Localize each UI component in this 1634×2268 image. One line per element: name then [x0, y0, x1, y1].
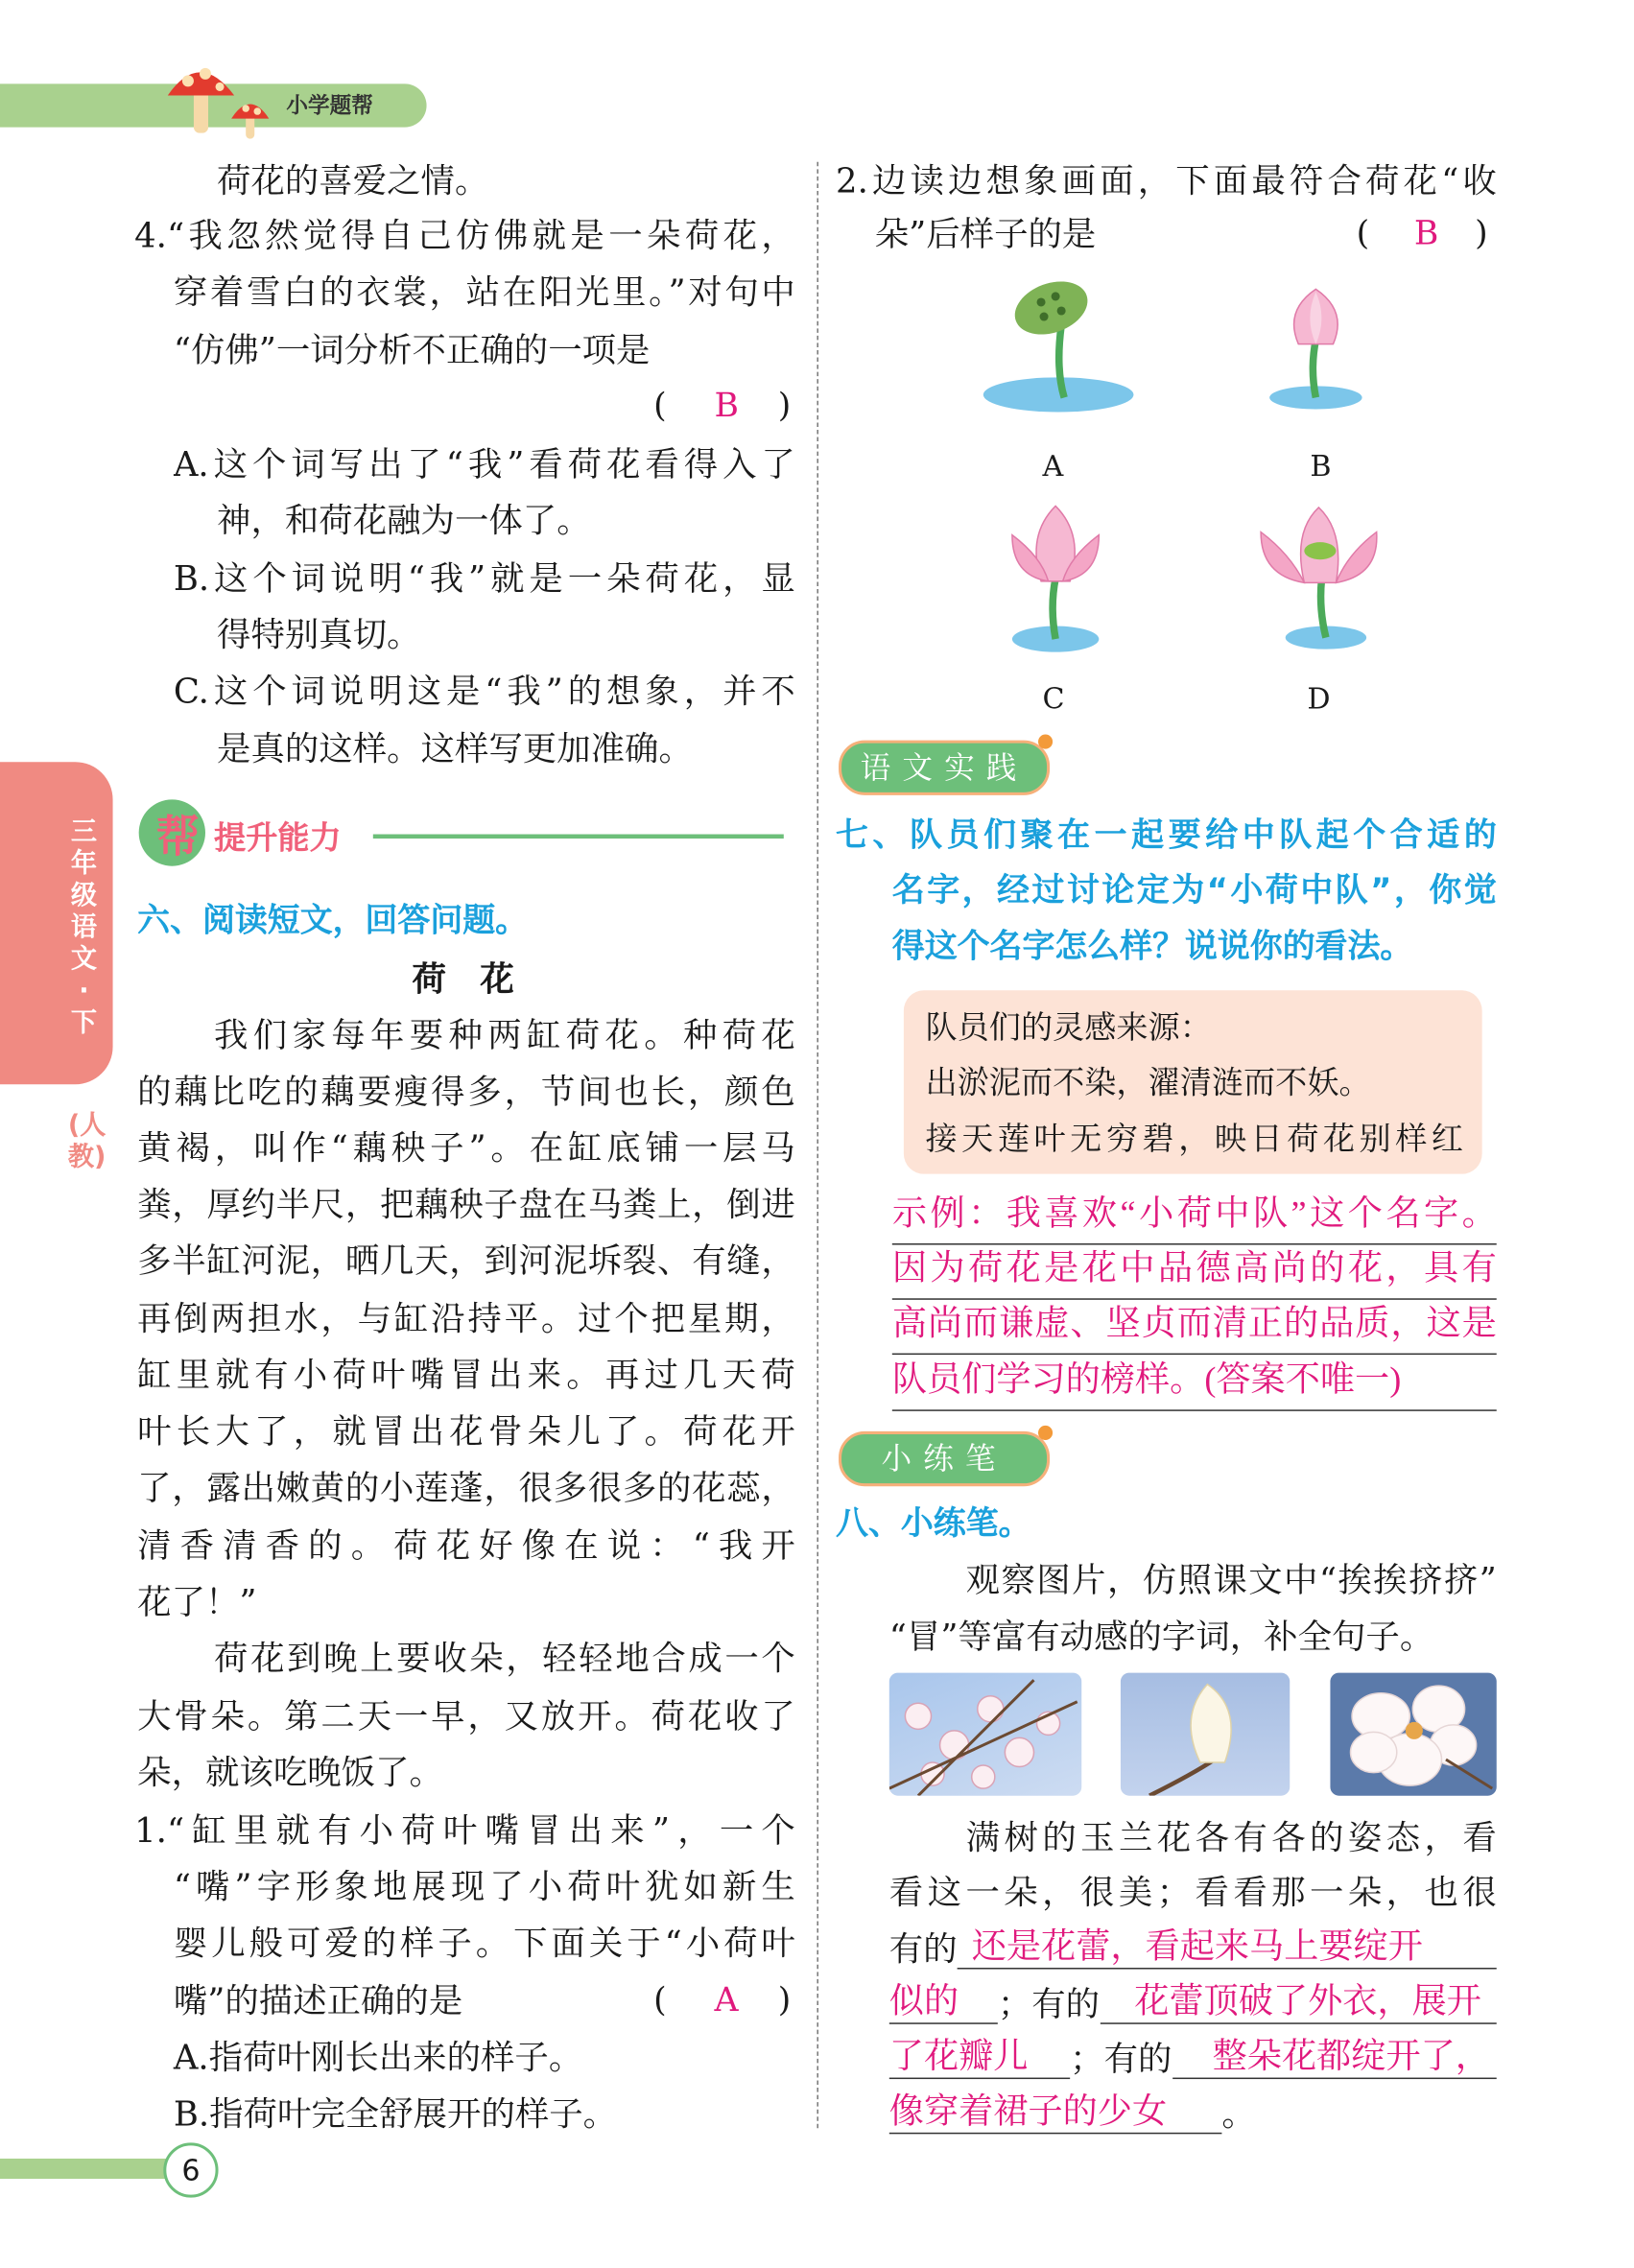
fill-row	[889, 2085, 1497, 2134]
column-divider	[817, 162, 818, 2129]
q4-option-a-cont: 神，和荷花融为一体了。	[217, 500, 591, 541]
photo-magnolia-bud	[1121, 1673, 1290, 1796]
brand-title: 小学题帮	[286, 92, 373, 119]
side-tab-grade: 三年级语文·下	[70, 816, 97, 1039]
image-label-d: D	[1307, 680, 1331, 716]
fill-row	[889, 1920, 1497, 1969]
q1-paren-close: )	[777, 1982, 792, 2020]
footer-bar	[0, 2159, 180, 2179]
q4-option-c: C.这个词说明这是“我”的想象，并不	[173, 671, 795, 712]
fill-row	[889, 1975, 1497, 2024]
q7-line: 得这个名字怎么样？说说你的看法。	[891, 928, 1413, 966]
badge-label: 小练笔	[881, 1441, 1007, 1477]
q4-answer: B	[714, 387, 739, 426]
q7-line: 七、队员们聚在一起要给中队起个合适的	[836, 816, 1497, 855]
q4-option-c-cont: 是真的这样。这样写更加准确。	[217, 728, 693, 769]
q7-answer-line: 队员们学习的榜样。(答案不唯一)	[892, 1360, 1497, 1411]
lotus-full-bloom-image-d	[1246, 496, 1391, 662]
q4-paren-open: (	[653, 387, 667, 426]
q2-line: 朵”后样子的是	[874, 214, 1097, 255]
q8-instruction: 观察图片，仿照课文中“挨挨挤挤”	[965, 1560, 1497, 1601]
passage-line: 荷花到晚上要收朵，轻轻地合成一个	[214, 1638, 795, 1679]
image-label-b: B	[1310, 448, 1332, 484]
lotus-bud-image-b	[1258, 274, 1388, 419]
q1-option-a: A.指荷叶刚长出来的样子。	[173, 2037, 583, 2078]
q7-line: 名字，经过讨论定为“小荷中队”，你觉	[891, 871, 1497, 910]
passage-line: 叶长大了，就冒出花骨朵儿了。荷花开	[137, 1410, 795, 1453]
q1-line: 婴儿般可爱的样子。下面关于“小荷叶	[173, 1923, 795, 1964]
q1-paren-open: (	[653, 1982, 667, 2020]
lotus-seedpod-image-a	[972, 268, 1146, 427]
fill-row	[889, 2030, 1497, 2079]
passage-line: 缸里就有小荷叶嘴冒出来。再过几天荷	[137, 1355, 795, 1396]
fill-answer-1-cont: 似的	[889, 1978, 998, 2024]
q2-paren-close: )	[1475, 215, 1488, 253]
q2-line: 2.边读边想象画面，下面最符合荷花“收	[836, 160, 1497, 201]
q8-sentence: 看这一朵，很美；看看那一朵，也很	[888, 1872, 1497, 1913]
q4-option-b-cont: 得特别真切。	[217, 614, 421, 655]
q1-option-b: B.指荷叶完全舒展开的样子。	[173, 2093, 618, 2135]
passage-line: 花了！”	[137, 1581, 257, 1622]
passage-line: 再倒两担水，与缸沿持平。过个把星期，	[137, 1298, 795, 1339]
passage-line: 粪，厚约半尺，把藕秧子盘在马粪上，倒进	[137, 1184, 795, 1225]
passage-line: 我们家每年要种两缸荷花。种荷花	[214, 1014, 795, 1056]
page-number: 6	[163, 2142, 218, 2197]
passage-line: 多半缸河泥，晒几天，到河泥坼裂、有缝，	[137, 1240, 795, 1282]
q1-line: 嘴”的描述正确的是	[173, 1980, 463, 2021]
q7-answer-line: 示例：我喜欢“小荷中队”这个名字。	[892, 1194, 1497, 1245]
dot-icon	[1038, 735, 1053, 749]
q8-sentence: 满树的玉兰花各有各的姿态，看	[965, 1817, 1497, 1858]
fill-label: ；有的	[1070, 2038, 1172, 2080]
photo-magnolia-open	[1330, 1673, 1496, 1796]
badge-writing-practice	[839, 1431, 1050, 1486]
passage-line: 黄褐，叫作“藕秧子”。在缸底铺一层马	[137, 1127, 795, 1169]
inspiration-line: 接天莲叶无穷碧，映日荷花别样红	[925, 1122, 1464, 1159]
image-label-a: A	[1042, 448, 1064, 484]
q8-instruction: “冒”等富有动感的字词，补全句子。	[888, 1616, 1434, 1658]
q7-answer-line: 因为荷花是花中品德高尚的花，具有	[892, 1249, 1497, 1300]
side-tab-edition: (人教)	[67, 1110, 107, 1173]
passage-line: 朵，就该吃晚饭了。	[137, 1752, 443, 1793]
fill-answer-2: 花蕾顶破了外衣，展开	[1100, 1978, 1497, 2024]
q1-answer: A	[714, 1982, 739, 2020]
q4-line: 4.“我忽然觉得自己仿佛就是一朵荷花，	[134, 215, 795, 256]
fill-end: 。	[1221, 2093, 1256, 2135]
inspiration-line: 队员们的灵感来源：	[925, 1010, 1212, 1048]
passage-line: 了，露出嫩黄的小莲蓬，很多很多的花蕊，	[137, 1467, 795, 1508]
fill-answer-3: 整朵花都绽开了，	[1172, 2033, 1496, 2079]
q4-option-a: A.这个词写出了“我”看荷花看得入了	[173, 443, 795, 484]
badge-label: 语文实践	[860, 750, 1029, 786]
q1-line: 1.“缸里就有小荷叶嘴冒出来”，一个	[134, 1809, 795, 1851]
image-label-c: C	[1042, 680, 1065, 716]
q2-answer: B	[1413, 215, 1439, 253]
passage-title: 荷 花	[412, 958, 514, 1000]
passage-line: 的藕比吃的藕要瘦得多，节间也长，颜色	[137, 1071, 795, 1112]
dot-icon	[1038, 1426, 1053, 1440]
banner-title: 提升能力	[214, 820, 342, 858]
fill-answer-2-cont: 了花瓣儿	[889, 2033, 1070, 2079]
banner-icon-char: 帮	[155, 812, 200, 863]
lotus-blooming-image-c	[983, 491, 1128, 665]
passage-line: 清香清香的。荷花好像在说：“我开	[137, 1524, 795, 1567]
fill-label: ；有的	[997, 1983, 1101, 2024]
prev-question-tail: 荷花的喜爱之情。	[217, 160, 489, 201]
fill-answer-3-cont: 像穿着裙子的少女	[889, 2088, 1222, 2134]
mushroom-icon	[162, 58, 278, 144]
passage-line: 大骨朵。第二天一早，又放开。荷花收了	[137, 1695, 795, 1736]
photo-magnolia-tree	[889, 1673, 1081, 1796]
badge-language-practice	[839, 741, 1050, 795]
q6-heading: 六、阅读短文，回答问题。	[137, 902, 529, 940]
q2-paren-open: (	[1356, 215, 1370, 253]
q1-line: “嘴”字形象地展现了小荷叶犹如新生	[173, 1866, 795, 1907]
q4-option-b: B.这个词说明“我”就是一朵荷花，显	[173, 557, 795, 599]
q7-answer-line: 高尚而谦虚、坚贞而清正的品质，这是	[892, 1304, 1497, 1355]
q4-paren-close: )	[777, 387, 792, 426]
fill-answer-1: 还是花蕾，看起来马上要绽开	[958, 1923, 1497, 1969]
q4-line: “仿佛”一词分析不正确的一项是	[173, 329, 651, 370]
q4-line: 穿着雪白的衣裳，站在阳光里。”对句中	[173, 272, 795, 313]
q8-heading: 八、小练笔。	[836, 1504, 1031, 1543]
fill-label: 有的	[888, 1928, 958, 1970]
inspiration-line: 出淤泥而不染，濯清涟而不妖。	[925, 1065, 1371, 1102]
banner-rule	[373, 835, 784, 839]
